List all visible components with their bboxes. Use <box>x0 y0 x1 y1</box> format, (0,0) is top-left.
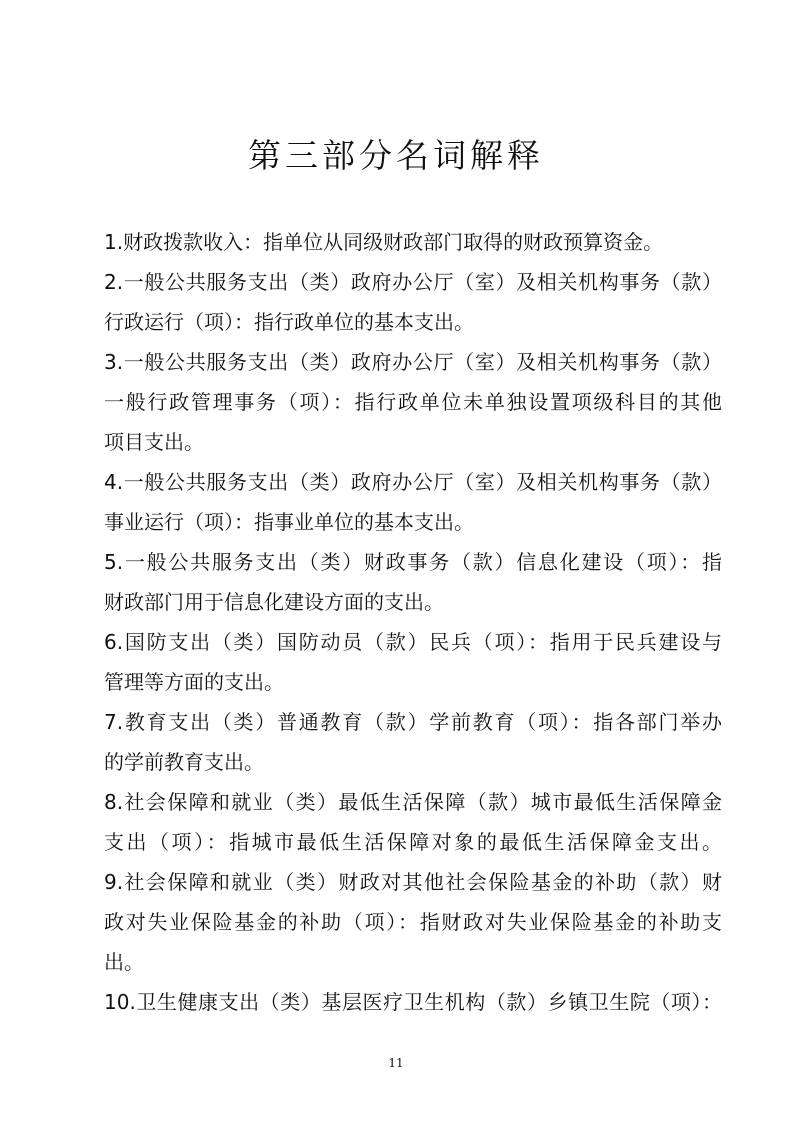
text-line: 9.社会保障和就业（类）财政对其他社会保险基金的补助（款）财 <box>104 870 722 894</box>
text-line: 10.卫生健康支出（类）基层医疗卫生机构（款）乡镇卫生院（项）： <box>104 990 722 1014</box>
text-line: 项目支出。 <box>104 430 204 454</box>
text-line: 5.一般公共服务支出（类）财政事务（款）信息化建设（项）：指 <box>104 550 722 574</box>
text-line: 财政部门用于信息化建设方面的支出。 <box>104 590 444 614</box>
text-line: 8.社会保障和就业（类）最低生活保障（款）城市最低生活保障金 <box>104 790 722 814</box>
text-line: 3.一般公共服务支出（类）政府办公厅（室）及相关机构事务（款） <box>104 350 722 374</box>
text-line: 支出（项）：指城市最低生活保障对象的最低生活保障金支出。 <box>104 830 722 854</box>
text-line: 6.国防支出（类）国防动员（款）民兵（项）：指用于民兵建设与 <box>104 630 722 654</box>
text-line: 7.教育支出（类）普通教育（款）学前教育（项）：指各部门举办 <box>104 710 722 734</box>
text-line: 出。 <box>104 950 144 974</box>
text-line: 政对失业保险基金的补助（项）：指财政对失业保险基金的补助支 <box>104 910 722 934</box>
glossary-body <box>104 222 722 1022</box>
text-line: 管理等方面的支出。 <box>104 670 284 694</box>
text-line: 一般行政管理事务（项）：指行政单位未单独设置项级科目的其他 <box>104 390 722 414</box>
text-line: 1.财政拨款收入：指单位从同级财政部门取得的财政预算资金。 <box>104 230 664 254</box>
text-line: 事业运行（项）：指事业单位的基本支出。 <box>104 510 474 534</box>
text-line: 的学前教育支出。 <box>104 750 264 774</box>
page-number: 11 <box>388 1056 404 1070</box>
text-line: 2.一般公共服务支出（类）政府办公厅（室）及相关机构事务（款） <box>104 270 722 294</box>
page-title: 第三部分名词解释 <box>248 136 544 175</box>
text-line: 行政运行（项）：指行政单位的基本支出。 <box>104 310 474 334</box>
text-line: 4.一般公共服务支出（类）政府办公厅（室）及相关机构事务（款） <box>104 470 722 494</box>
